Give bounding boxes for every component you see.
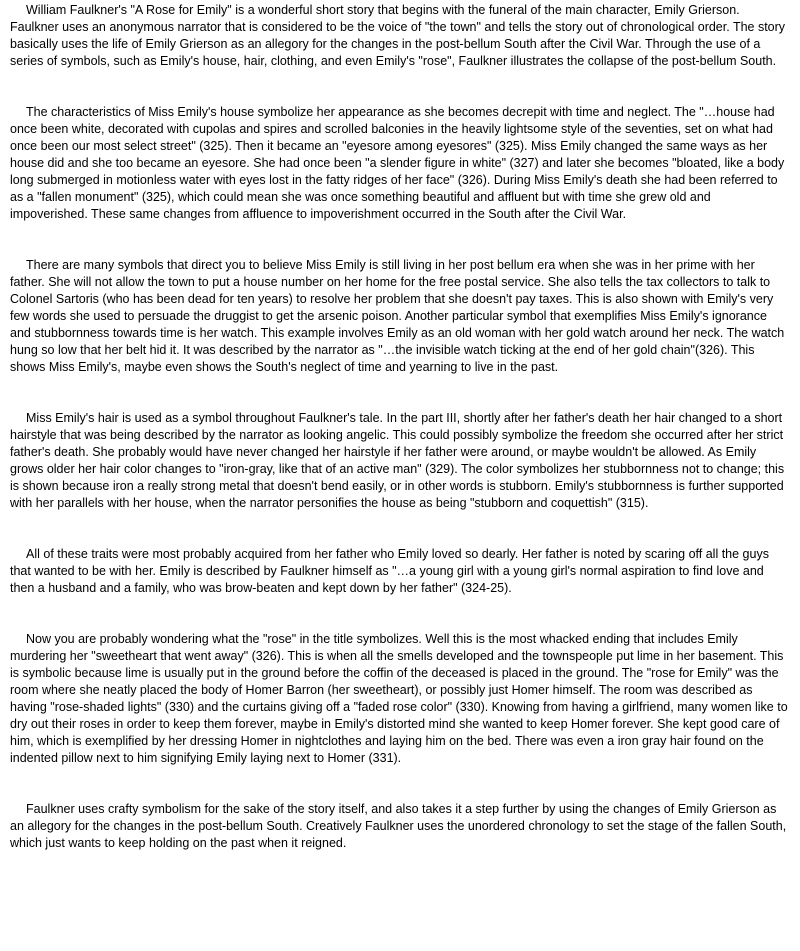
paragraph-conclusion: Faulkner uses crafty symbolism for the sake of the story itself, and also takes it a step further by using the changes of Emily Grierson as an allegory for the changes in the post-bellum South. Creatively Faulkner uses the unordered chronology to set the stage of the fallen South, which just wants to keep holding on the past when it reigned. [10,802,787,850]
paragraph-intro: William Faulkner's "A Rose for Emily" is a wonderful short story that begins with the funeral of the main character, Emily Grierson. Faulkner uses an anonymous narrator that is considered to be the voice of "the town" and tells the story out of chronological order. The story basically uses the life of Emily Grierson as an allegory for the changes in the post-bellum South after the Civil War. Through the use of a series of symbols, such as Emily's house, hair, clothing, and even Emily's "rose", Faulkner illustrates the collapse of the post-bellum South. [10,3,786,68]
paragraph-father: All of these traits were most probably acquired from her father who Emily loved so dearly. Her father is noted by scaring off all the guys that wanted to be with her. Emily is described by Faulkner himself as "…a young girl with a young girl's normal aspiration to find love and then a husband and a family, who was brow-beaten and kept down by her father" (324-25). [10,547,769,595]
paragraph-gap [10,597,790,631]
paragraph-post-bellum-era: There are many symbols that direct you to believe Miss Emily is still living in her post bellum era when she was in her prime with her father. She will not allow the town to put a house number on her home for the free postal service. She also tells the tax collectors to talk to Colonel Sartoris (who has been dead for ten years) to resolve her problem that she doesn't pay taxes. This is also shown with Emily's very few words she used to persuade the druggist to get the arsenic poison. Another particular symbol that exemplifies Miss Emily's ignorance and stubbornness towards time is her watch. This example involves Emily as an old woman with her gold watch around her neck. The watch hung so low that her belt hid it. It was described by the narrator as "…the invisible watch ticking at the end of her gold chain"(326). This shows Miss Emily's, maybe even shows the South's neglect of time and yearning to live in the past. [10,258,785,374]
paragraph-gap [10,512,790,546]
essay-document [10,2,790,852]
paragraph-gap [10,70,790,104]
paragraph-rose: Now you are probably wondering what the "rose" in the title symbolizes. Well this is the most whacked ending that includes Emily murdering her "sweetheart that went away" (326). This is when all the smells developed and the townspeople put lime in her basement. This is symbolic because lime is usually put in the ground before the coffin of the deceased is placed in the ground. The "rose for Emily" was the room where she neatly placed the body of Homer Barron (her sweetheart), or possibly just Homer himself. The room was described as having "rose-shaded lights" (330) and the curtains giving off a "faded rose color" (330). Knowing from having a girlfriend, many women like to dry out their roses in order to keep them forever, maybe in Emily's distorted mind she wanted to keep Homer forever. She kept good care of him, which is exemplified by her dressing Homer in nightclothes and laying him on the bed. There was even a iron gray hair found on the indented pillow next to him signifying Emily laying next to Homer (331). [10,632,788,765]
paragraph-hair: Miss Emily's hair is used as a symbol throughout Faulkner's tale. In the part III, shortly after her father's death her hair changed to a short hairstyle that was being described by the narrator as looking angelic. This could possibly symbolize the freedom she occurred after her strict father's death. She probably would have never changed her hairstyle if her father were around, or maybe wouldn't be allowed. As Emily grows older her hair color changes to "iron-gray, like that of an active man" (329). The color symbolizes her stubbornness not to change; this is shown because iron a really strong metal that doesn't bend easily, or in other words is stubborn. Emily's stubbornness is further supported with her parallels with her house, when the narrator personifies the house as being "stubborn and coquettish" (315). [10,411,785,510]
paragraph-gap [10,223,790,257]
paragraph-gap [10,376,790,410]
paragraph-house: The characteristics of Miss Emily's house symbolize her appearance as she becomes decrepit with time and neglect. The "…house had once been white, decorated with cupolas and spires and scrolled balconies in the heavily lightsome style of the seventies, set on what had once been our most select street" (325). Then it became an "eyesore among eyesores" (325). Miss Emily changed the same ways as her house did and she too became an eyesore. She had once been "a slender figure in white" (327) and later she becomes "bloated, like a body long submerged in motionless water with eyes lost in the fatty ridges of her face" (326). During Miss Emily's death she had been referred to as a "fallen monument" (325), which could mean she was once something beautiful and affluent but with time she grew old and impoverished. These same changes from affluence to impoverishment occurred in the South after the Civil War. [10,105,785,221]
paragraph-gap [10,767,790,801]
